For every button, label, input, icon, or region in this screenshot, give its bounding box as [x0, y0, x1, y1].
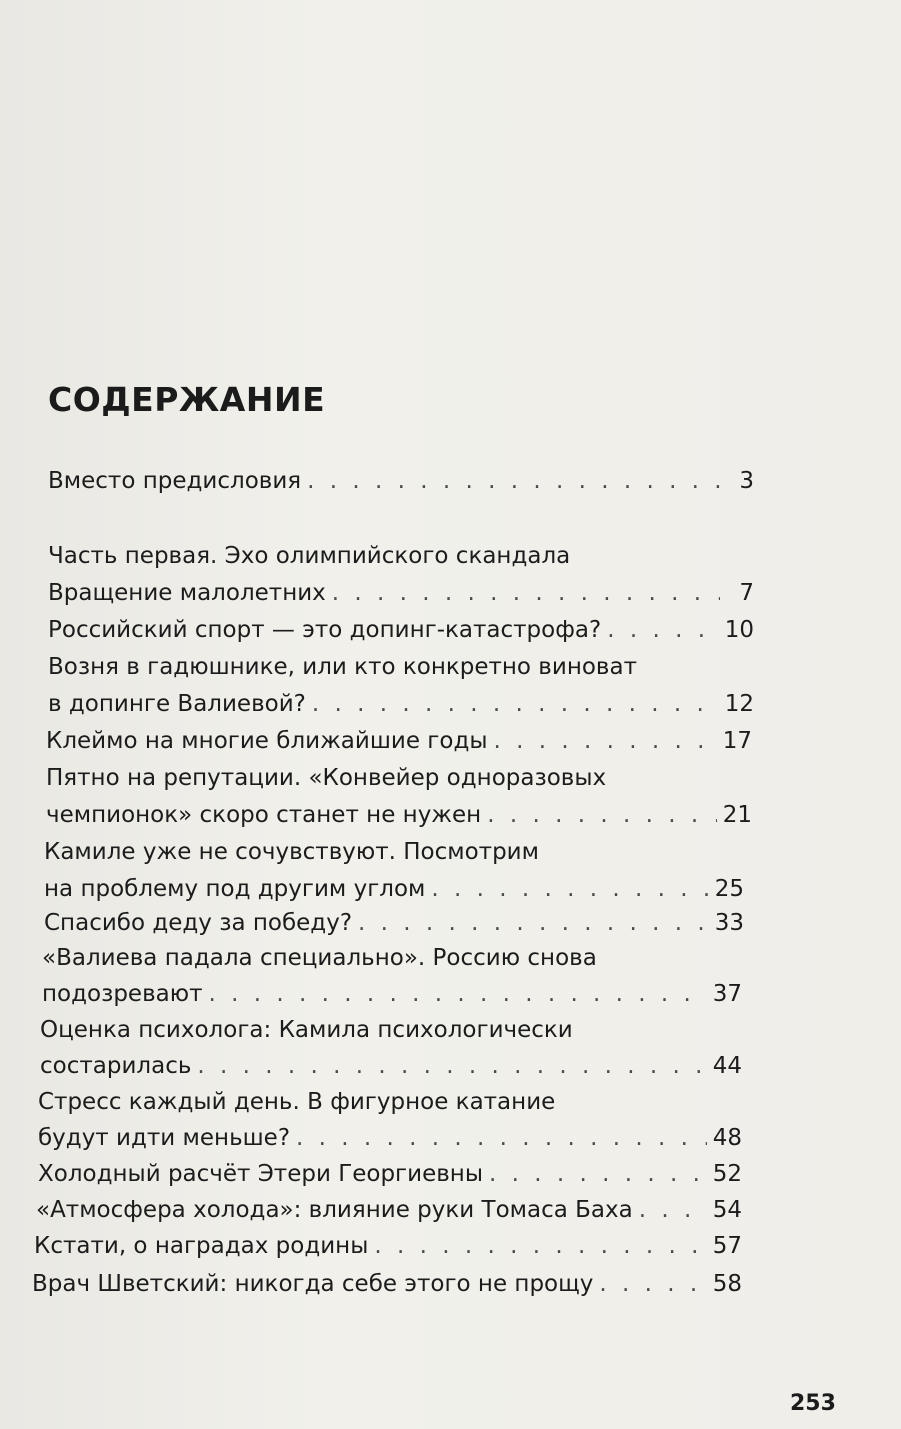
toc-entry-title: на проблему под другим углом — [44, 876, 426, 902]
dot-leader — [431, 871, 708, 907]
toc-entry-page: 54 — [712, 1197, 742, 1223]
toc-entry-page: 48 — [712, 1125, 742, 1151]
toc-entry — [44, 871, 744, 907]
toc-entry-page: 33 — [714, 910, 744, 936]
toc-entry-title: Камиле уже не сочувствуют. Посмотрим — [44, 839, 539, 865]
toc-entry — [46, 723, 752, 759]
dot-leader — [358, 905, 709, 941]
dot-leader — [489, 1156, 707, 1192]
toc-entry-title: Стресс каждый день. В фигурное катание — [38, 1089, 556, 1115]
toc-entry-title: Российский спорт — это допинг-катастрофа? — [48, 617, 602, 643]
toc-entry — [48, 686, 754, 722]
dot-leader — [208, 976, 706, 1012]
toc-entry-title: в допинге Валиевой? — [48, 691, 306, 717]
toc-entry-line — [46, 760, 752, 796]
toc-entry-title: Возня в гадюшнике, или кто конкретно виноват — [48, 654, 637, 680]
toc-entry-line — [48, 649, 754, 685]
toc-entry-title: «Валиева падала специально». Россию снова — [42, 945, 597, 971]
dot-leader — [599, 1266, 706, 1302]
toc-entry-title: Клеймо на многие ближайшие годы — [46, 728, 488, 754]
toc-entry — [32, 1266, 742, 1302]
dot-leader — [312, 686, 719, 722]
dot-leader — [639, 1192, 707, 1228]
toc-entry-title: Врач Шветский: никогда себе этого не прощу — [32, 1271, 594, 1297]
toc-entry-title: Вращение малолетних — [48, 580, 326, 606]
dot-leader — [197, 1048, 706, 1084]
toc-heading: СОДЕРЖАНИЕ — [48, 380, 326, 419]
dot-leader — [296, 1120, 707, 1156]
toc-entry-title: Кстати, о наградах родины — [34, 1233, 369, 1259]
toc-entry-line — [42, 940, 742, 976]
toc-entry — [42, 976, 742, 1012]
toc-entry-title: Оценка психолога: Камила психологически — [40, 1017, 573, 1043]
toc-entry — [38, 1120, 742, 1156]
toc-entry-line — [40, 1012, 742, 1048]
toc-entry — [40, 1048, 742, 1084]
toc-part-title — [48, 538, 754, 574]
toc-entry — [38, 1156, 742, 1192]
toc-entry-title: Спасибо деду за победу? — [44, 910, 353, 936]
toc-entry-page: 37 — [712, 981, 742, 1007]
toc-entry-title: будут идти меньше? — [38, 1125, 291, 1151]
dot-leader — [607, 612, 719, 648]
toc-entry-page: 58 — [712, 1271, 742, 1297]
toc-entry-line — [44, 834, 750, 870]
toc-entry-page: 21 — [722, 802, 752, 828]
toc-entry-page: 7 — [739, 580, 754, 606]
toc-entry — [48, 612, 754, 648]
dot-leader — [374, 1228, 706, 1264]
toc-entry-title: подозревают — [42, 981, 203, 1007]
toc-entry — [48, 575, 754, 611]
dot-leader — [487, 797, 717, 833]
toc-entry-page: 12 — [724, 691, 754, 717]
toc-entry-title: Пятно на репутации. «Конвейер одноразовых — [46, 765, 607, 791]
toc-entry-page: 17 — [722, 728, 752, 754]
toc-entry-page: 10 — [724, 617, 754, 643]
toc-entry-page: 57 — [712, 1233, 742, 1259]
dot-leader — [332, 575, 720, 611]
dot-leader — [307, 463, 720, 499]
toc-entry — [48, 463, 754, 499]
toc-entry — [44, 905, 744, 941]
toc-entry-page: 44 — [712, 1053, 742, 1079]
toc-entry-page: 25 — [714, 876, 744, 902]
dot-leader — [494, 723, 717, 759]
toc-entry — [46, 797, 752, 833]
toc-entry — [36, 1192, 742, 1228]
toc-entry-title: Вместо предисловия — [48, 468, 302, 494]
page-number: 253 — [790, 1391, 836, 1416]
toc-entry-title: состарилась — [40, 1053, 192, 1079]
toc-entry — [34, 1228, 742, 1264]
toc-entry-line — [38, 1084, 742, 1120]
toc-entry-title: чемпионок» скоро станет не нужен — [46, 802, 482, 828]
toc-entry-title: Часть первая. Эхо олимпийского скандала — [48, 543, 571, 569]
toc-entry-title: Холодный расчёт Этери Георгиевны — [38, 1161, 483, 1187]
toc-entry-page: 52 — [712, 1161, 742, 1187]
toc-entry-title: «Атмосфера холода»: влияние руки Томаса Баха — [36, 1197, 633, 1223]
toc-entry-page: 3 — [739, 468, 754, 494]
